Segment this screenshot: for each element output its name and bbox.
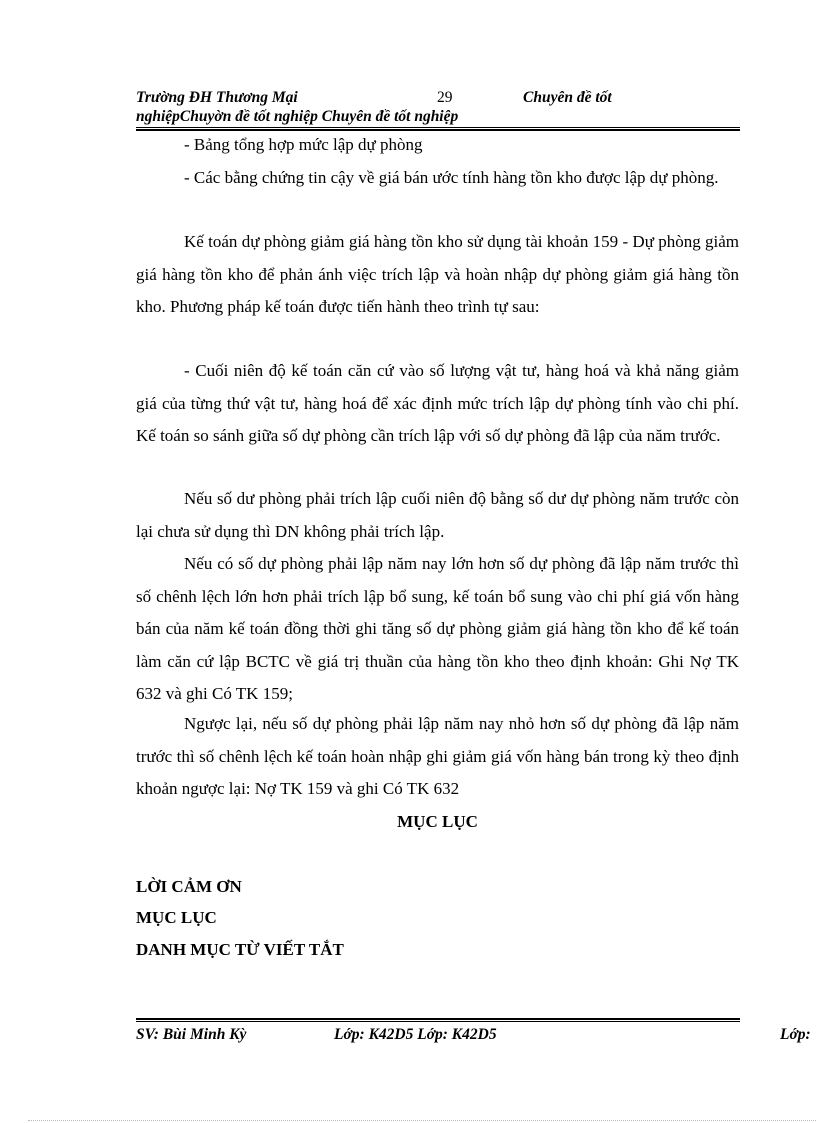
footer-class: Lớp: K42D5 Lớp: K42D5 <box>334 1026 497 1043</box>
footer-class-cut: Lớp: <box>780 1026 811 1043</box>
toc-item[interactable]: MỤC LỤC <box>136 908 217 927</box>
paragraph: - Cuối niên độ kế toán căn cứ vào số lượng vật tư, hàng hoá và khả năng giảm giá của từng thứ vật tư, hàng hoá để xác định mức trích lập dự phòng tính vào chi phí. Kế toán so sánh giữa số dự phòng cần trích lập với số dự phòng đã lập của năm trước. <box>136 361 739 446</box>
footer-student: SV: Bùi Minh Kỳ <box>136 1026 247 1043</box>
paragraph: - Bảng tổng hợp mức lập dự phòng <box>184 135 423 154</box>
paragraph: Nếu có số dự phòng phải lập năm nay lớn hơn số dự phòng đã lập năm trước thì số chênh lệch lớn hơn phải trích lập bổ sung, kế toán bổ sung vào chi phí giá vốn hàng bán của năm kế toán đồng thời ghi tăng số dự phòng giảm giá hàng tồn kho để kế toán làm căn cứ lập BCTC về giá trị thuần của hàng tồn kho theo định khoản: Ghi Nợ TK 632 và ghi Có TK 159; <box>136 554 739 704</box>
toc-item[interactable]: DANH MỤC TỪ VIẾT TẮT <box>136 940 344 959</box>
contents-title: MỤC LỤC <box>397 812 478 831</box>
bottom-dotted-border <box>28 1120 816 1121</box>
header-title-continued: nghiệpChuyờn đề tốt nghiệp Chuyên đề tốt nghiệp <box>136 108 459 125</box>
paragraph: - Các bằng chứng tin cậy về giá bán ước tính hàng tồn kho được lập dự phòng. <box>184 168 719 187</box>
header-rule-thin <box>136 127 740 128</box>
paragraph: Ngược lại, nếu số dự phòng phải lập năm nay nhỏ hơn số dự phòng đã lập năm trước thì số chênh lệch kế toán hoàn nhập ghi giảm giá vốn hàng bán trong kỳ theo định khoản ngược lại: Nợ TK 159 và ghi Có TK 632 <box>136 714 739 799</box>
paragraph: Kế toán dự phòng giảm giá hàng tồn kho sử dụng tài khoản 159 - Dự phòng giảm giá hàng tồn kho để phản ánh việc trích lập và hoàn nhập dự phòng giảm giá hàng tồn kho. Phương pháp kế toán được tiến hành theo trình tự sau: <box>136 232 739 317</box>
footer-rule-thick <box>136 1018 740 1020</box>
header-title: Chuyên đề tốt <box>523 89 612 106</box>
toc-item[interactable]: LỜI CẢM ƠN <box>136 877 242 896</box>
header-school: Trường ĐH Thương Mại <box>136 89 298 106</box>
paragraph: Nếu số dư phòng phải trích lập cuối niên độ bằng số dư dự phòng năm trước còn lại chưa sử dụng thì DN không phải trích lập. <box>136 489 739 541</box>
page-number: 29 <box>437 89 453 106</box>
footer-rule-thin <box>136 1021 740 1022</box>
